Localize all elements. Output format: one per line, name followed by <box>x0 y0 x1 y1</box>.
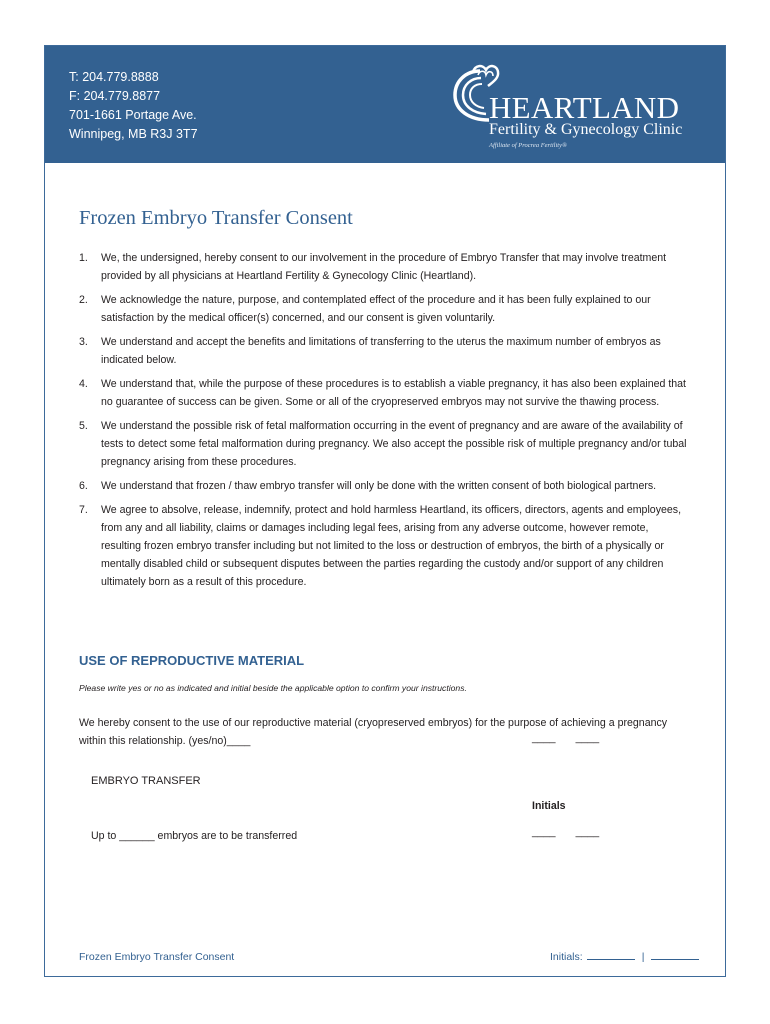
clause-7 <box>79 501 691 591</box>
clause-text: We acknowledge the nature, purpose, and contemplated effect of the procedure and it has been fully explained to our satisfaction by the medical officer(s) concerned, and our consent is given voluntarily. <box>101 294 651 324</box>
consent-clauses <box>79 249 691 597</box>
clause-5 <box>79 417 691 471</box>
clause-number: 6. <box>79 480 88 492</box>
initials-label: Initials <box>532 800 566 812</box>
footer-initials-label: Initials: <box>550 951 583 963</box>
initials-blank-1[interactable]: ____ <box>532 732 556 744</box>
clause-text: We agree to absolve, release, indemnify, protect and hold harmless Heartland, its officers, directors, agents and employees, from any and all liability, claims or damages including legal fees, arising from any adverse outcome, however remote, resulting frozen embryo transfer including but not limited to the loss or destruction of embryos, the birth of a physically or mentally disabled child or subsequent disputes between the parties regarding the custody and/or support of any children ultimately born as a result of this procedure. <box>101 504 682 588</box>
clause-text: We understand and accept the benefits and limitations of transferring to the uterus the maximum number of embryos as indicated below. <box>101 336 661 366</box>
logo-tagline: Affiliate of Procrea Fertility® <box>489 142 567 149</box>
clause-text: We, the undersigned, hereby consent to our involvement in the procedure of Embryo Transfer that may involve treatment provided by all physicians at Heartland Fertility & Gynecology Clinic (Heartland). <box>101 252 667 282</box>
footer-separator: | <box>641 951 645 963</box>
clause-number: 1. <box>79 252 88 264</box>
clause-number: 2. <box>79 294 88 306</box>
instructions-text: Please write yes or no as indicated and initial beside the applicable option to confirm your instructions. <box>79 683 467 693</box>
clause-2 <box>79 291 691 327</box>
street-address: 701-1661 Portage Ave. <box>69 108 197 122</box>
logo-subtitle: Fertility & Gynecology Clinic <box>489 121 683 138</box>
embryo-initials-blanks <box>532 826 619 838</box>
contact-info <box>69 68 198 144</box>
footer-document-title: Frozen Embryo Transfer Consent <box>79 951 235 963</box>
logo-name: HEARTLAND <box>489 90 680 125</box>
clause-6 <box>79 477 691 495</box>
reproductive-material-heading: USE OF REPRODUCTIVE MATERIAL <box>79 653 305 668</box>
clause-number: 7. <box>79 504 88 516</box>
clause-number: 4. <box>79 378 88 390</box>
clause-1 <box>79 249 691 285</box>
clause-3 <box>79 333 691 369</box>
embryo-count-field[interactable]: Up to ______ embryos are to be transferred <box>91 830 298 842</box>
clause-text: We understand that frozen / thaw embryo transfer will only be done with the written consent of both biological partners. <box>101 480 657 492</box>
footer-initials-line-2[interactable] <box>651 951 699 960</box>
footer-initials <box>550 951 703 963</box>
initials-blank-2[interactable]: ____ <box>575 732 600 744</box>
phone-number: T: 204.779.8888 <box>69 70 159 84</box>
clause-number: 5. <box>79 420 88 432</box>
embryo-transfer-heading: EMBRYO TRANSFER <box>91 775 201 787</box>
header-band <box>45 46 725 163</box>
fax-number: F: 204.779.8877 <box>69 89 161 103</box>
initials-blank-3[interactable]: ____ <box>532 826 556 838</box>
heartland-logo <box>445 62 710 152</box>
clause-4 <box>79 375 691 411</box>
footer-initials-line-1[interactable] <box>587 951 635 960</box>
clause-text: We understand the possible risk of fetal malformation occurring in the event of pregnancy and are aware of the availability of tests to detect some fetal malformation during pregnancy. We also accept the possible risk of multiple pregnancy and/or tubal pregnancy arising from these procedures. <box>101 420 687 468</box>
clause-text: We understand that, while the purpose of these procedures is to establish a viable pregnancy, it has also been explained that no guarantee of success can be given. Some or all of the cryopreserved embryos may not survive the thawing process. <box>101 378 686 408</box>
consent-initials-blanks <box>532 732 619 744</box>
initials-blank-4[interactable]: ____ <box>575 826 600 838</box>
city-address: Winnipeg, MB R3J 3T7 <box>69 127 198 141</box>
consent-yes-no-field[interactable]: We hereby consent to the use of our reproductive material (cryopreserved embryos) for the purpose of achieving a pregnancy within this relationship. (yes/no)____ <box>79 717 668 747</box>
document-title: Frozen Embryo Transfer Consent <box>79 207 353 229</box>
clause-number: 3. <box>79 336 88 348</box>
